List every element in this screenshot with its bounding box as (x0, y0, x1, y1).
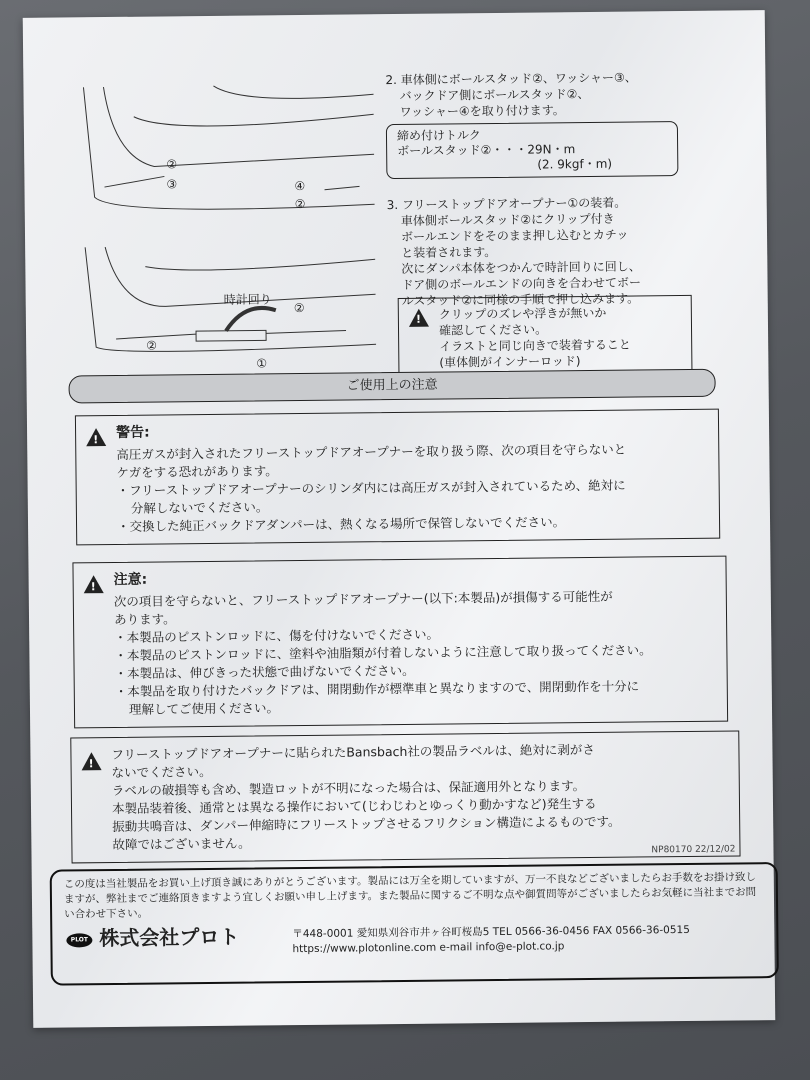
part-label-4: ④ (294, 178, 306, 194)
step-2 (385, 69, 637, 120)
section-title: ご使用上の注意 (68, 369, 715, 404)
document-code: NP80170 22/12/02 (651, 844, 736, 856)
caution-heading: 注意: (113, 571, 148, 588)
text-line: 高圧ガスが封入されたフリーストップドアオープナーを取り扱う際、次の項目を守らないと (116, 441, 627, 462)
company-name: 株式会社プロト (99, 924, 240, 951)
text-line: ・交換した純正バックドアダンパーは、熱くなる場所で保管しないでください。 (116, 514, 566, 534)
text-line: ルスタッド②に同様の手順で押し込みます。 (401, 291, 640, 308)
text-line: ケガをする恐れがあります。 (116, 463, 278, 480)
instruction-sheet (23, 10, 776, 1028)
warning-heading: 警告: (115, 424, 150, 441)
text-line: ・フリーストップドアオープナーのシリンダ内には高圧ガスが封入されているため、絶対に (116, 477, 626, 498)
text-line: と装着されます。 (401, 244, 497, 260)
text-line: 2. 車体側にボールスタッド②、ワッシャー③、 (385, 70, 637, 88)
text-line: 振動共鳴音は、ダンパー伸縮時にフリーストップさせるフリクション構造によるものです。 (112, 813, 621, 835)
text-line: フリーストップドアオープナーに貼られたBansbach社の製品ラベルは、絶対に剥がさ (111, 741, 595, 763)
text-line: 本製品装着後、通常とは異なる操作において(じわじわとゆっくり動かすなど)発生する (111, 795, 597, 817)
company-address: 〒448-0001 愛知県刈谷市井ヶ谷町桜島5 TEL 0566-36-0456 FAX 0566-36-0515 (292, 923, 690, 941)
label-notice-box (70, 730, 740, 863)
part-label-2: ② (166, 157, 178, 172)
text-line: バックドア側にボールスタッド②、 (399, 86, 590, 103)
thanks-message: この度は当社製品をお買い上げ頂き誠にありがとうございます。製品には万全を期していますが、万一不良などございましたらお手数をお掛け致しますが、弊社までご連絡頂きますよう宜しくお願い申し上げます。また製品に関するご不明な点や御質問等がございましたらお気軽に当社までお問い合わせ下さい。 (63, 871, 757, 921)
text-line: 車体側ボールスタッド②にクリップ付き (400, 211, 615, 228)
text-line: ワッシャー④を取り付けます。 (399, 103, 565, 119)
text-line: ・本製品は、伸びきった状態で曲げないでください。 (114, 662, 415, 681)
installation-diagram (73, 74, 376, 377)
text-line: 次にダンパ本体をつかんで時計回りに回し、 (401, 259, 641, 276)
text-line: 確認してください。 (438, 322, 548, 338)
text-line: イラストと同じ向きで装着すること (439, 337, 631, 354)
text-line: ボールエンドをそのまま押し込むとカチッ (400, 227, 629, 244)
text-line: ラベルの破損等も含め、製造ロットが不明になった場合は、保証適用外となります。 (111, 778, 586, 799)
text-line: ・本製品のピストンロッドに、塗料や油脂類が付着しないように注意して取り扱ってください。 (114, 642, 652, 663)
text-line: ドア側のボールエンドの向きを合わせてボー (401, 275, 642, 292)
torque-title: 締め付けトルク (396, 128, 481, 143)
part-label-2: ② (146, 338, 158, 353)
torque-value: ボールスタッド②・・・29N・m (397, 142, 576, 158)
part-label-1: ① (256, 356, 268, 371)
clockwise-label: 時計回り (223, 292, 272, 307)
torque-value-kgf: (2. 9kgf・m) (537, 156, 613, 172)
warning-icon (84, 575, 104, 593)
text-line: 故障ではございません。 (112, 835, 251, 853)
text-line: ・本製品を取り付けたバックドアは、開閉動作が標準車と異なりますので、開閉動作を十分に (114, 678, 640, 699)
part-label-2: ② (294, 196, 306, 212)
text-line: クリップのズレや浮きが無いか (438, 305, 607, 322)
warning-icon (86, 428, 106, 446)
text-line: 次の項目を守らないと、フリーストップドアオープナー(以下:本製品)が損傷する可能性が (113, 588, 613, 609)
warning-icon (409, 309, 429, 327)
text-line: 理解してご使用ください。 (128, 700, 280, 717)
text-line: あります。 (113, 611, 176, 627)
company-name-block (66, 924, 240, 951)
step-3 (387, 194, 642, 309)
text-line: 分解しないでください。 (130, 499, 269, 516)
clip-caution-box (398, 295, 693, 380)
part-label-2: ② (293, 300, 305, 316)
text-line: (車体側がインナーロッド) (439, 354, 581, 370)
plot-logo-icon: PLOT (66, 933, 92, 947)
warning-box (75, 409, 720, 546)
warning-icon (81, 752, 101, 770)
text-line: 3. フリーストップドアオープナー①の装着。 (386, 195, 627, 213)
text-line: ないでください。 (111, 763, 212, 781)
company-contact (292, 923, 690, 957)
text-line: ・本製品のピストンロッドに、傷を付けないでください。 (114, 626, 440, 645)
torque-box (386, 121, 679, 179)
company-footer (50, 862, 779, 986)
caution-box (72, 556, 728, 729)
part-label-3: ③ (166, 177, 178, 192)
company-web-email: https://www.plotonline.com e-mail info@e-plot.co.jp (292, 940, 565, 956)
